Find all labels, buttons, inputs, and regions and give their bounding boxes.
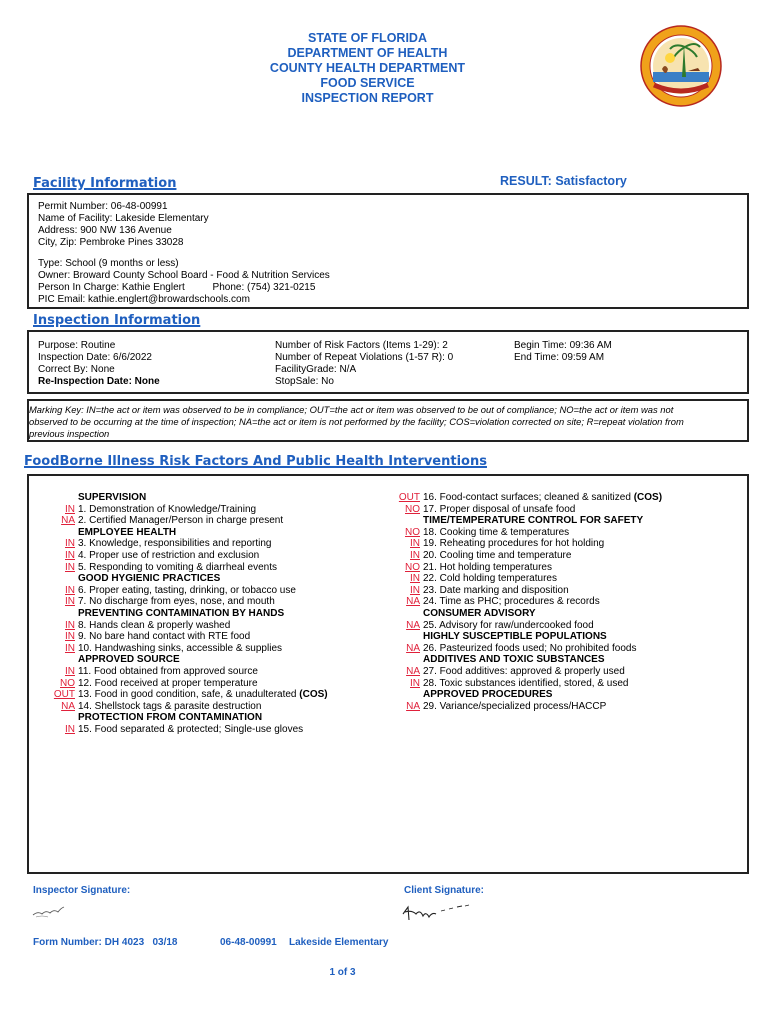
facility-owner: Owner: Broward County School Board - Food & Nutrition Services — [38, 270, 330, 281]
item-label: 19. Reheating procedures for hot holding — [423, 538, 605, 550]
person-in-charge: Person In Charge: Kathie Englert Phone: (754) 321-0215 — [38, 282, 316, 293]
inspection-section-title: Inspection Information — [33, 313, 201, 328]
risk-factor-item — [375, 585, 662, 597]
inspector-signature-icon — [30, 902, 70, 922]
category-label: APPROVED PROCEDURES — [423, 689, 553, 701]
category-label: CONSUMER ADVISORY — [423, 607, 536, 619]
inspection-col-1 — [38, 340, 160, 388]
status-spacer — [29, 654, 78, 666]
compliance-status: NA — [61, 700, 75, 712]
risk-factor-item — [375, 596, 662, 608]
compliance-status: IN — [65, 723, 75, 735]
risk-factor-item — [29, 538, 328, 550]
item-label: 6. Proper eating, tasting, drinking, or tobacco use — [78, 584, 296, 596]
facility-box — [27, 193, 749, 309]
item-label: 7. No discharge from eyes, nose, and mouth — [78, 596, 275, 608]
marking-key-box — [27, 399, 749, 442]
risk-category-heading — [375, 631, 662, 643]
compliance-status: IN — [65, 538, 75, 550]
item-label: 4. Proper use of restriction and exclusion — [78, 549, 260, 561]
end-time: End Time: 09:59 AM — [514, 352, 605, 363]
item-label: 24. Time as PHC; procedures & records — [423, 596, 600, 608]
category-label: APPROVED SOURCE — [78, 654, 180, 666]
correct-by: Correct By: None — [38, 364, 115, 375]
risk-factor-item — [375, 538, 662, 550]
risk-category-heading — [29, 527, 328, 539]
risk-factor-item — [29, 504, 328, 516]
item-label: 12. Food received at proper temperature — [78, 677, 258, 689]
risk-factors-left-column — [29, 492, 328, 735]
item-label: 28. Toxic substances identified, stored, & used — [423, 677, 629, 689]
risk-factor-item — [375, 701, 662, 713]
compliance-status: IN — [410, 677, 420, 689]
risk-factor-item — [375, 620, 662, 632]
risk-factor-item — [375, 643, 662, 655]
compliance-status: NO — [405, 526, 420, 538]
client-signature-label: Client Signature: — [404, 885, 485, 896]
item-label: 14. Shellstock tags & parasite destruction — [78, 700, 262, 712]
compliance-status: NO — [405, 503, 420, 515]
permit-number: Permit Number: 06-48-00991 — [38, 201, 168, 212]
compliance-status: IN — [65, 665, 75, 677]
risk-factor-item — [375, 504, 662, 516]
florida-state-seal — [640, 25, 722, 107]
compliance-status: OUT — [398, 492, 420, 503]
facility-address: Address: 900 NW 136 Avenue — [38, 225, 172, 236]
compliance-status: NA — [61, 515, 75, 527]
status-spacer — [29, 492, 78, 504]
inspector-signature-label: Inspector Signature: — [33, 885, 131, 896]
item-label: 25. Advisory for raw/undercooked food — [423, 619, 594, 631]
status-spacer — [29, 527, 78, 539]
page-number: 1 of 3 — [329, 967, 356, 978]
category-label: HIGHLY SUSCEPTIBLE POPULATIONS — [423, 631, 607, 643]
inspection-box — [27, 330, 749, 394]
facility-city-zip: City, Zip: Pembroke Pines 33028 — [38, 237, 184, 248]
status-spacer — [375, 515, 423, 527]
facility-grade: FacilityGrade: N/A — [275, 364, 357, 375]
risk-category-heading — [375, 689, 662, 701]
facility-type: Type: School (9 months or less) — [38, 258, 179, 269]
compliance-status: IN — [65, 549, 75, 561]
item-label: 8. Hands clean & properly washed — [78, 619, 231, 631]
item-label: 15. Food separated & protected; Single-use gloves — [78, 723, 304, 735]
item-label: 10. Handwashing sinks, accessible & supplies — [78, 642, 282, 654]
status-spacer — [375, 631, 423, 643]
category-label: EMPLOYEE HEALTH — [78, 526, 177, 538]
header-line: FOOD SERVICE — [320, 76, 415, 90]
item-label: 11. Food obtained from approved source — [78, 665, 258, 677]
risk-factor-item — [375, 492, 662, 504]
risk-factors-box — [27, 474, 749, 874]
compliance-status: IN — [410, 549, 420, 561]
risk-category-heading — [29, 712, 328, 724]
compliance-status: IN — [65, 642, 75, 654]
compliance-status: IN — [410, 584, 420, 596]
facility-block-2 — [38, 258, 330, 306]
category-label: SUPERVISION — [78, 492, 147, 503]
item-label: 17. Proper disposal of unsafe food — [423, 503, 576, 515]
risk-factor-item — [29, 643, 328, 655]
risk-category-heading — [29, 608, 328, 620]
item-label: 21. Hot holding temperatures — [423, 561, 552, 573]
inspection-date: Inspection Date: 6/6/2022 — [38, 352, 152, 363]
compliance-status: IN — [65, 619, 75, 631]
risk-factor-item — [375, 527, 662, 539]
risk-category-heading — [29, 573, 328, 585]
risk-factor-item — [375, 562, 662, 574]
compliance-status: NA — [406, 619, 420, 631]
risk-factor-item — [29, 585, 328, 597]
footer-facility-name: Lakeside Elementary — [289, 937, 389, 948]
header-line: COUNTY HEALTH DEPARTMENT — [269, 61, 466, 75]
compliance-status: IN — [65, 584, 75, 596]
form-number: Form Number: DH 4023 03/18 — [33, 937, 178, 948]
category-label: PROTECTION FROM CONTAMINATION — [78, 712, 263, 724]
compliance-status: IN — [410, 538, 420, 550]
compliance-status: NA — [406, 596, 420, 608]
compliance-status: IN — [65, 561, 75, 573]
item-label: 16. Food-contact surfaces; cleaned & sanitized — [423, 492, 631, 503]
header-line: DEPARTMENT OF HEALTH — [287, 46, 448, 60]
risk-factor-item — [375, 666, 662, 678]
risk-factor-item — [375, 550, 662, 562]
status-spacer — [29, 573, 78, 585]
item-label: 20. Cooling time and temperature — [423, 549, 572, 561]
risk-factor-item — [29, 550, 328, 562]
inspection-col-3 — [514, 340, 612, 364]
status-spacer — [29, 712, 78, 724]
risk-factors-section-title: FoodBorne Illness Risk Factors And Public Health Interventions — [24, 454, 487, 469]
risk-factor-item — [29, 678, 328, 690]
marking-key-line: observed to be occurring at the time of inspection; NA=the act or item is not performed by the facility; COS=violation corrected on site; R=repeat violation from — [29, 416, 684, 427]
repeat-violation-count: Number of Repeat Violations (1-57 R): 0 — [275, 352, 454, 363]
risk-category-heading — [375, 654, 662, 666]
facility-section-title: Facility Information — [33, 176, 177, 191]
risk-category-heading — [29, 492, 328, 504]
compliance-status: OUT — [53, 689, 75, 701]
stop-sale: StopSale: No — [275, 376, 334, 387]
compliance-status: IN — [65, 503, 75, 515]
risk-factor-item — [29, 620, 328, 632]
begin-time: Begin Time: 09:36 AM — [514, 340, 612, 351]
inspection-col-2 — [275, 340, 453, 388]
item-label: 2. Certified Manager/Person in charge present — [78, 515, 284, 527]
pic-email: PIC Email: kathie.englert@browardschools.com — [38, 294, 250, 305]
compliance-status: NO — [405, 561, 420, 573]
category-label: PREVENTING CONTAMINATION BY HANDS — [78, 607, 285, 619]
category-label: GOOD HYGIENIC PRACTICES — [78, 573, 221, 585]
item-label: 3. Knowledge, responsibilities and reporting — [78, 538, 272, 550]
status-spacer — [29, 608, 78, 620]
risk-factor-item — [29, 666, 328, 678]
reinspection-date: Re-Inspection Date: None — [38, 376, 160, 387]
compliance-status: IN — [65, 596, 75, 608]
risk-factor-item — [29, 515, 328, 527]
risk-factor-item — [29, 631, 328, 643]
item-label: 26. Pasteurized foods used; No prohibited foods — [423, 642, 637, 654]
item-label: 22. Cold holding temperatures — [423, 573, 557, 585]
compliance-status: NO — [60, 677, 75, 689]
purpose: Purpose: Routine — [38, 340, 116, 351]
facility-name: Name of Facility: Lakeside Elementary — [38, 213, 209, 224]
item-label: 1. Demonstration of Knowledge/Training — [78, 503, 257, 515]
item-label: 29. Variance/specialized process/HACCP — [423, 700, 607, 712]
risk-factor-item — [29, 596, 328, 608]
category-label: ADDITIVES AND TOXIC SUBSTANCES — [423, 654, 605, 666]
status-spacer — [375, 608, 423, 620]
risk-factor-item — [29, 701, 328, 713]
header-line: STATE OF FLORIDA — [308, 31, 427, 45]
cos-flag: (COS) — [633, 492, 663, 503]
cos-flag: (COS) — [299, 689, 328, 701]
compliance-status: IN — [410, 573, 420, 585]
risk-factor-item — [375, 573, 662, 585]
marking-key-line: Marking Key: IN=the act or item was observed to be in compliance; OUT=the act or item was observed to be out of compliance; NO=the act or item was not — [29, 404, 674, 415]
category-label: TIME/TEMPERATURE CONTROL FOR SAFETY — [423, 515, 644, 527]
item-label: 5. Responding to vomiting & diarrheal events — [78, 561, 278, 573]
status-spacer — [375, 654, 423, 666]
facility-block-1 — [38, 201, 209, 249]
risk-factors-right-column — [375, 492, 662, 712]
risk-factor-count: Number of Risk Factors (Items 1-29): 2 — [275, 340, 448, 351]
status-spacer — [375, 689, 423, 701]
risk-factor-item — [29, 562, 328, 574]
marking-key-line: previous inspection — [29, 428, 110, 439]
header-line: INSPECTION REPORT — [301, 91, 434, 105]
risk-category-heading — [375, 608, 662, 620]
item-label: 18. Cooking time & temperatures — [423, 526, 570, 538]
item-label: 27. Food additives: approved & properly used — [423, 665, 625, 677]
inspection-result: RESULT: Satisfactory — [500, 174, 627, 188]
compliance-status: IN — [65, 631, 75, 643]
risk-factor-item — [29, 689, 328, 701]
footer-permit-number: 06-48-00991 — [220, 937, 277, 948]
risk-factor-item — [29, 724, 328, 736]
item-label: 9. No bare hand contact with RTE food — [78, 631, 251, 643]
risk-factor-item — [375, 678, 662, 690]
item-label: 13. Food in good condition, safe, & unadulterated — [78, 689, 297, 701]
client-signature-icon — [400, 900, 472, 926]
compliance-status: NA — [406, 642, 420, 654]
compliance-status: NA — [406, 665, 420, 677]
risk-category-heading — [29, 654, 328, 666]
risk-category-heading — [375, 515, 662, 527]
item-label: 23. Date marking and disposition — [423, 584, 569, 596]
report-header — [235, 31, 500, 106]
compliance-status: NA — [406, 700, 420, 712]
